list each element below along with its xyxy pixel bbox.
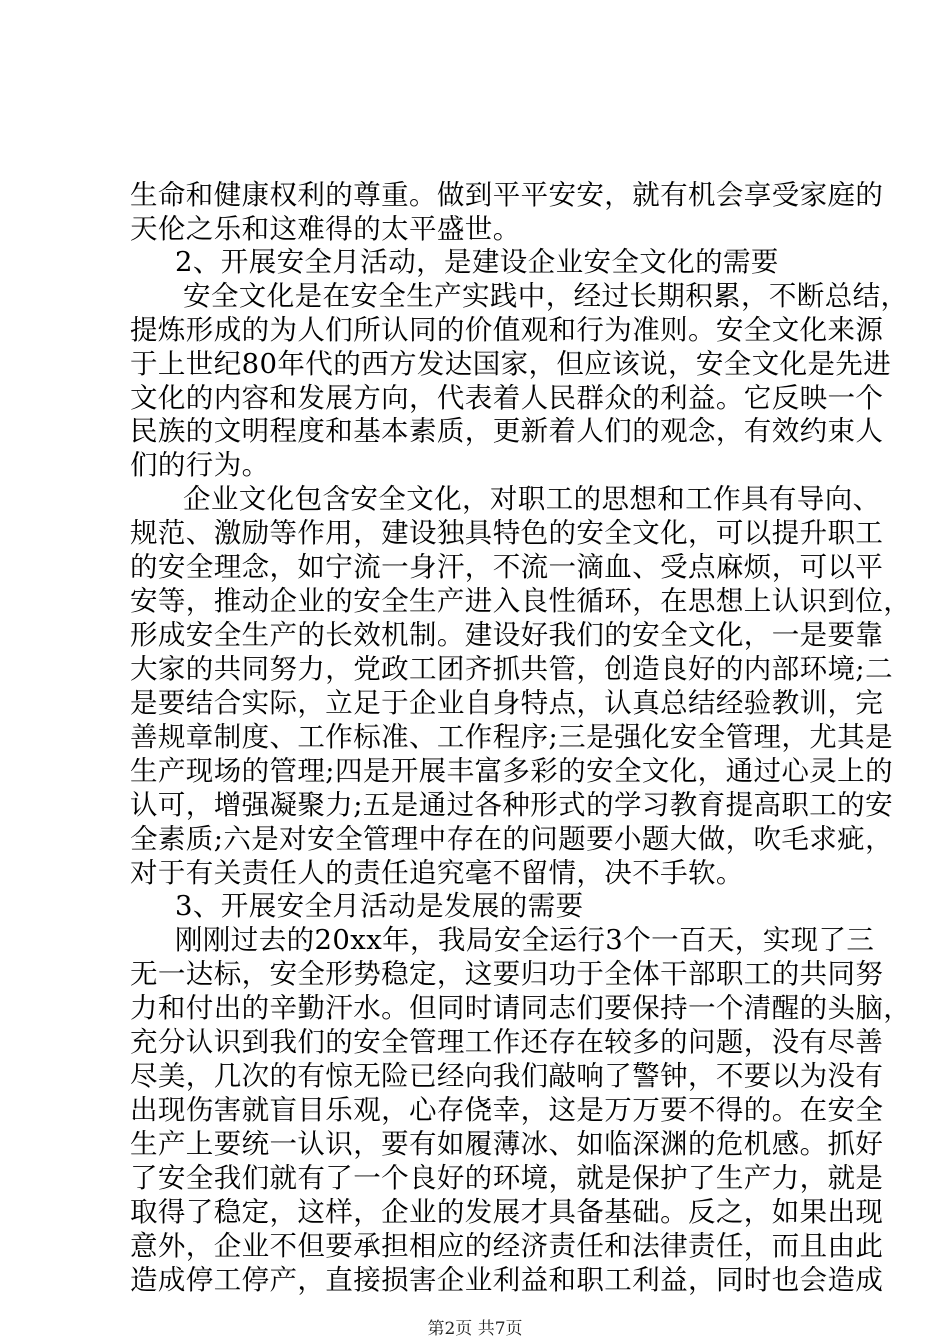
text-line: 造成停工停产，直接损害企业利益和职工利益，同时也会造成 <box>130 1264 884 1296</box>
text-line: 刚刚过去的20xx年，我局安全运行3个一百天，实现了三 <box>175 924 875 956</box>
text-line: 无一达标，安全形势稳定，这要归功于全体干部职工的共同努 <box>130 958 884 990</box>
text-line: 生命和健康权利的尊重。做到平平安安，就有机会享受家庭的 <box>130 179 884 211</box>
text-line: 规范、激励等作用，建设独具特色的安全文化，可以提升职工 <box>130 517 884 549</box>
text-line: 全素质;六是对安全管理中存在的问题要小题大做，吹毛求疵， <box>130 823 893 855</box>
text-line: 的安全理念，如宁流一身汗，不流一滴血、受点麻烦，可以平 <box>130 551 884 583</box>
text-line: 生产上要统一认识，要有如履薄冰、如临深渊的危机感。抓好 <box>130 1128 884 1160</box>
text-line: 民族的文明程度和基本素质，更新着人们的观念，有效约束人 <box>130 415 884 447</box>
text-line: 是要结合实际，立足于企业自身特点，认真总结经验教训，完 <box>130 687 884 719</box>
text-line: 们的行为。 <box>130 449 270 481</box>
text-line: 善规章制度、工作标准、工作程序;三是强化安全管理，尤其是 <box>130 721 893 753</box>
text-line: 了安全我们就有了一个良好的环境，就是保护了生产力，就是 <box>130 1162 884 1194</box>
text-line: 对于有关责任人的责任追究毫不留情，决不手软。 <box>130 857 744 889</box>
text-line: 生产现场的管理;四是开展丰富多彩的安全文化，通过心灵上的 <box>130 755 893 787</box>
text-line: 充分认识到我们的安全管理工作还存在较多的问题，没有尽善 <box>130 1026 884 1058</box>
text-line: 形成安全生产的长效机制。建设好我们的安全文化，一是要靠 <box>130 619 884 651</box>
text-line: 于上世纪80年代的西方发达国家，但应该说，安全文化是先进 <box>130 348 892 380</box>
text-line: 天伦之乐和这难得的太平盛世。 <box>130 213 521 245</box>
section-heading: 2、开展安全月活动，是建设企业安全文化的需要 <box>175 246 779 278</box>
text-line: 文化的内容和发展方向，代表着人民群众的利益。它反映一个 <box>130 382 884 414</box>
text-line: 意外，企业不但要承担相应的经济责任和法律责任，而且由此 <box>130 1230 884 1262</box>
text-line: 尽美，几次的有惊无险已经向我们敲响了警钟，不要以为没有 <box>130 1060 884 1092</box>
text-line: 认可，增强凝聚力;五是通过各种形式的学习教育提高职工的安 <box>130 789 893 821</box>
text-line: 安全文化是在安全生产实践中，经过长期积累，不断总结， <box>183 280 909 312</box>
text-line: 大家的共同努力，党政工团齐抓共管，创造良好的内部环境;二 <box>130 653 893 685</box>
text-line: 取得了稳定，这样，企业的发展才具备基础。反之，如果出现 <box>130 1196 884 1228</box>
text-line: 提炼形成的为人们所认同的价值观和行为准则。安全文化来源 <box>130 314 884 346</box>
page-number: 第2页 共7页 <box>427 1319 523 1339</box>
text-line: 力和付出的辛勤汗水。但同时请同志们要保持一个清醒的头脑， <box>130 992 912 1024</box>
text-line: 企业文化包含安全文化，对职工的思想和工作具有导向、 <box>183 483 881 515</box>
text-line: 出现伤害就盲目乐观，心存侥幸，这是万万要不得的。在安全 <box>130 1094 884 1126</box>
text-line: 安等，推动企业的安全生产进入良性循环，在思想上认识到位， <box>130 585 912 617</box>
section-heading: 3、开展安全月活动是发展的需要 <box>175 890 584 922</box>
